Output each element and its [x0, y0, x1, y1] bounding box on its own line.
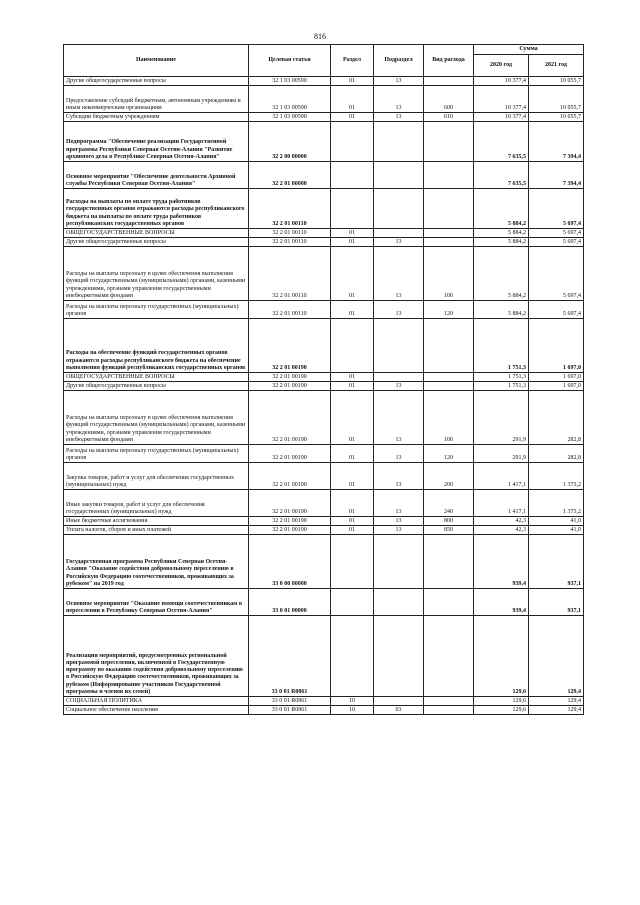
row-target: 32 2 01 00000 [249, 162, 331, 189]
row-subsection [374, 697, 424, 706]
row-value-2021: 10 055,7 [529, 86, 584, 113]
row-name: Субсидии бюджетным учреждениям [64, 113, 249, 122]
table-row [64, 162, 584, 189]
row-name: Расходы на выплаты персоналу государственных (муниципальных) органов [64, 445, 249, 463]
row-subsection: 13 [374, 247, 424, 301]
row-name: Другие общегосударственные вопросы [64, 382, 249, 391]
header-section: Раздел [331, 45, 374, 77]
row-value-2021: 5 697,4 [529, 229, 584, 238]
table-row [64, 113, 584, 122]
row-section: 01 [331, 391, 374, 445]
row-value-2020: 5 884,2 [474, 238, 529, 247]
row-section: 01 [331, 247, 374, 301]
row-section: 01 [331, 382, 374, 391]
row-value-2020: 1 751,3 [474, 373, 529, 382]
row-expense-type [424, 697, 474, 706]
row-value-2020: 129,6 [474, 706, 529, 715]
row-section [331, 589, 374, 616]
row-target: 33 0 00 00000 [249, 535, 331, 589]
page-number: 816 [314, 32, 326, 41]
row-name: ОБЩЕГОСУДАРСТВЕННЫЕ ВОПРОСЫ [64, 373, 249, 382]
header-subsection: Подраздел [374, 45, 424, 77]
row-expense-type [424, 122, 474, 162]
table-row [64, 463, 584, 490]
row-section: 01 [331, 517, 374, 526]
row-value-2020: 939,4 [474, 589, 529, 616]
row-name: Закупка товаров, работ и услуг для обеспечения государственных (муниципальных) нужд [64, 463, 249, 490]
row-expense-type: 120 [424, 301, 474, 319]
row-name: Расходы на выплаты персоналу в целях обеспечения выполнения функций государственными (муниципальными) органами, казенными учреждениями, органами управления государственными внебюджетными фондами [64, 247, 249, 301]
table-row [64, 86, 584, 113]
row-value-2020: 5 884,2 [474, 247, 529, 301]
row-section: 01 [331, 229, 374, 238]
row-value-2020: 5 884,2 [474, 301, 529, 319]
row-target: 32 2 01 00110 [249, 229, 331, 238]
row-value-2020: 42,3 [474, 517, 529, 526]
row-value-2020: 7 635,5 [474, 122, 529, 162]
row-value-2020: 7 635,5 [474, 162, 529, 189]
row-expense-type: 850 [424, 526, 474, 535]
row-expense-type [424, 589, 474, 616]
table-row [64, 77, 584, 86]
table-row [64, 247, 584, 301]
row-expense-type: 120 [424, 445, 474, 463]
table-row [64, 229, 584, 238]
row-section: 01 [331, 463, 374, 490]
row-section: 01 [331, 301, 374, 319]
row-subsection: 13 [374, 238, 424, 247]
row-section: 01 [331, 77, 374, 86]
row-value-2020: 291,9 [474, 391, 529, 445]
budget-table [63, 44, 584, 715]
row-value-2020: 1 417,1 [474, 463, 529, 490]
row-name: Расходы на выплаты персоналу государственных (муниципальных) органов [64, 301, 249, 319]
row-target: 33 0 01 00000 [249, 589, 331, 616]
row-expense-type: 600 [424, 86, 474, 113]
row-target: 32 2 01 00190 [249, 373, 331, 382]
table-row [64, 301, 584, 319]
table-row [64, 122, 584, 162]
row-value-2020: 129,6 [474, 697, 529, 706]
row-name: СОЦИАЛЬНАЯ ПОЛИТИКА [64, 697, 249, 706]
row-value-2021: 5 697,4 [529, 189, 584, 229]
row-target: 33 0 01 R0861 [249, 616, 331, 697]
table-row [64, 382, 584, 391]
row-target: 32 1 03 00590 [249, 77, 331, 86]
row-name: Расходы на обеспечение функций государственных органов отражаются расходы республиканского бюджета на обеспечение выполнения функций республиканских государственных органов [64, 319, 249, 373]
table-header [64, 45, 584, 77]
table-row [64, 517, 584, 526]
row-value-2021: 937,1 [529, 589, 584, 616]
row-value-2021: 937,1 [529, 535, 584, 589]
row-value-2021: 5 697,4 [529, 238, 584, 247]
header-expense-type: Вид расхода [424, 45, 474, 77]
row-name: Основное мероприятие "Оказание помощи соотечественникам в переселении в Республику Северная Осетия-Алания" [64, 589, 249, 616]
row-subsection: 13 [374, 77, 424, 86]
row-section [331, 319, 374, 373]
row-expense-type: 100 [424, 391, 474, 445]
row-target: 32 2 01 00110 [249, 189, 331, 229]
table-row [64, 238, 584, 247]
row-subsection [374, 616, 424, 697]
table-row [64, 189, 584, 229]
row-expense-type [424, 616, 474, 697]
row-section: 10 [331, 697, 374, 706]
table-row [64, 373, 584, 382]
table-row [64, 490, 584, 517]
table-row [64, 535, 584, 589]
row-target: 32 2 01 00190 [249, 382, 331, 391]
row-value-2021: 5 697,4 [529, 301, 584, 319]
row-expense-type [424, 706, 474, 715]
row-section [331, 535, 374, 589]
row-value-2021: 282,8 [529, 445, 584, 463]
row-section: 01 [331, 86, 374, 113]
row-name: Иные закупки товаров, работ и услуг для обеспечения государственных (муниципальных) нужд [64, 490, 249, 517]
table-row [64, 706, 584, 715]
row-value-2020: 1 751,3 [474, 382, 529, 391]
table-row [64, 616, 584, 697]
header-2020: 2020 год [474, 55, 529, 77]
row-target: 32 2 01 00110 [249, 238, 331, 247]
table-row [64, 319, 584, 373]
row-subsection: 13 [374, 86, 424, 113]
row-target: 33 0 01 R0861 [249, 706, 331, 715]
row-name: Основное мероприятие "Обеспечение деятельности Архивной службы Республики Северная Осетия-Алания" [64, 162, 249, 189]
header-sum: Сумма [474, 45, 584, 55]
row-section: 01 [331, 526, 374, 535]
row-target: 32 2 01 00190 [249, 391, 331, 445]
row-value-2021: 41,0 [529, 526, 584, 535]
row-value-2020: 5 884,2 [474, 229, 529, 238]
row-section: 01 [331, 445, 374, 463]
row-name: Расходы на выплаты персоналу в целях обеспечения выполнения функций государственными (муниципальными) органами, казенными учреждениями, органами управления государственными внебюджетными фондами [64, 391, 249, 445]
row-name: Другие общегосударственные вопросы [64, 238, 249, 247]
row-subsection [374, 319, 424, 373]
row-section: 01 [331, 238, 374, 247]
row-subsection: 13 [374, 113, 424, 122]
row-subsection: 13 [374, 445, 424, 463]
row-subsection [374, 535, 424, 589]
row-subsection [374, 589, 424, 616]
row-value-2020: 1 417,1 [474, 490, 529, 517]
row-expense-type [424, 77, 474, 86]
row-name: Другие общегосударственные вопросы [64, 77, 249, 86]
row-expense-type: 200 [424, 463, 474, 490]
row-value-2021: 1 697,0 [529, 373, 584, 382]
header-2021: 2021 год [529, 55, 584, 77]
row-subsection [374, 122, 424, 162]
table-row [64, 697, 584, 706]
row-name: ОБЩЕГОСУДАРСТВЕННЫЕ ВОПРОСЫ [64, 229, 249, 238]
row-target: 33 0 01 R0861 [249, 697, 331, 706]
table-body [64, 77, 584, 715]
row-name: Иные бюджетные ассигнования [64, 517, 249, 526]
row-value-2020: 5 884,2 [474, 189, 529, 229]
row-value-2021: 1 373,2 [529, 463, 584, 490]
table-row [64, 391, 584, 445]
row-section: 01 [331, 113, 374, 122]
row-subsection [374, 229, 424, 238]
header-name: Наименование [64, 45, 249, 77]
row-subsection [374, 373, 424, 382]
row-expense-type [424, 238, 474, 247]
row-section: 01 [331, 490, 374, 517]
row-target: 32 2 01 00190 [249, 526, 331, 535]
row-target: 32 2 01 00110 [249, 247, 331, 301]
row-value-2021: 1 697,0 [529, 382, 584, 391]
header-target: Целевая статья [249, 45, 331, 77]
row-name: Подпрограмма "Обеспечение реализации Государственной программы Республики Северная Осетия-Алания "Развитие архивного дела в Республике Северная Осетия-Алания" [64, 122, 249, 162]
row-expense-type [424, 189, 474, 229]
row-value-2021: 1 373,2 [529, 490, 584, 517]
row-subsection: 13 [374, 463, 424, 490]
row-value-2020: 1 751,3 [474, 319, 529, 373]
row-expense-type: 800 [424, 517, 474, 526]
row-value-2021: 10 055,7 [529, 77, 584, 86]
row-name: Реализация мероприятий, предусмотренных региональной программой переселения, включенной в Государственную программу по оказанию содействия добровольному переселению в Российскую Федерацию соотечественников, проживающих за рубежом (Информирование участников Государственной программы и членов их семей) [64, 616, 249, 697]
row-target: 32 2 01 00190 [249, 319, 331, 373]
row-target: 32 2 01 00110 [249, 301, 331, 319]
row-value-2020: 291,9 [474, 445, 529, 463]
row-value-2021: 1 697,0 [529, 319, 584, 373]
row-target: 32 2 01 00190 [249, 445, 331, 463]
row-section [331, 189, 374, 229]
row-target: 32 2 00 00000 [249, 122, 331, 162]
row-expense-type: 240 [424, 490, 474, 517]
row-value-2021: 129,4 [529, 706, 584, 715]
row-value-2020: 10 377,4 [474, 77, 529, 86]
row-subsection: 13 [374, 382, 424, 391]
row-section [331, 122, 374, 162]
table-row [64, 526, 584, 535]
row-section: 01 [331, 373, 374, 382]
row-target: 32 2 01 00190 [249, 490, 331, 517]
row-expense-type [424, 535, 474, 589]
row-value-2020: 42,3 [474, 526, 529, 535]
row-name: Расходы на выплаты по оплате труда работников государственных органов отражаются расходы республиканского бюджета на выплаты по оплате труда работников республиканских государственных органов [64, 189, 249, 229]
row-subsection [374, 162, 424, 189]
row-subsection: 13 [374, 301, 424, 319]
row-expense-type [424, 382, 474, 391]
row-value-2020: 129,6 [474, 616, 529, 697]
row-target: 32 2 01 00190 [249, 517, 331, 526]
row-value-2020: 10 377,4 [474, 86, 529, 113]
table-row [64, 589, 584, 616]
table-row [64, 445, 584, 463]
row-name: Социальное обеспечение населения [64, 706, 249, 715]
row-expense-type: 100 [424, 247, 474, 301]
row-section: 10 [331, 706, 374, 715]
row-section [331, 162, 374, 189]
row-name: Предоставление субсидий бюджетным, автономным учреждениям и иным некоммерческим организациям [64, 86, 249, 113]
row-expense-type [424, 373, 474, 382]
row-name: Государственная программа Республики Северная Осетия-Алания "Оказание содействия добровольному переселению в Российскую Федерацию соотечественников, проживающих за рубежом" на 2019 год [64, 535, 249, 589]
row-section [331, 616, 374, 697]
row-value-2021: 129,4 [529, 616, 584, 697]
row-target: 32 1 03 00590 [249, 113, 331, 122]
row-subsection: 13 [374, 490, 424, 517]
row-expense-type [424, 319, 474, 373]
row-value-2020: 10 377,4 [474, 113, 529, 122]
row-value-2020: 939,4 [474, 535, 529, 589]
row-subsection: 13 [374, 526, 424, 535]
row-expense-type [424, 162, 474, 189]
row-value-2021: 282,8 [529, 391, 584, 445]
row-expense-type: 610 [424, 113, 474, 122]
row-value-2021: 10 055,7 [529, 113, 584, 122]
row-subsection: 13 [374, 517, 424, 526]
row-value-2021: 129,4 [529, 697, 584, 706]
row-value-2021: 7 394,4 [529, 162, 584, 189]
row-expense-type [424, 229, 474, 238]
row-value-2021: 41,0 [529, 517, 584, 526]
row-subsection: 03 [374, 706, 424, 715]
row-target: 32 2 01 00190 [249, 463, 331, 490]
row-subsection: 13 [374, 391, 424, 445]
row-value-2021: 7 394,4 [529, 122, 584, 162]
row-subsection [374, 189, 424, 229]
row-name: Уплата налогов, сборов и иных платежей [64, 526, 249, 535]
row-value-2021: 5 697,4 [529, 247, 584, 301]
row-target: 32 1 03 00590 [249, 86, 331, 113]
